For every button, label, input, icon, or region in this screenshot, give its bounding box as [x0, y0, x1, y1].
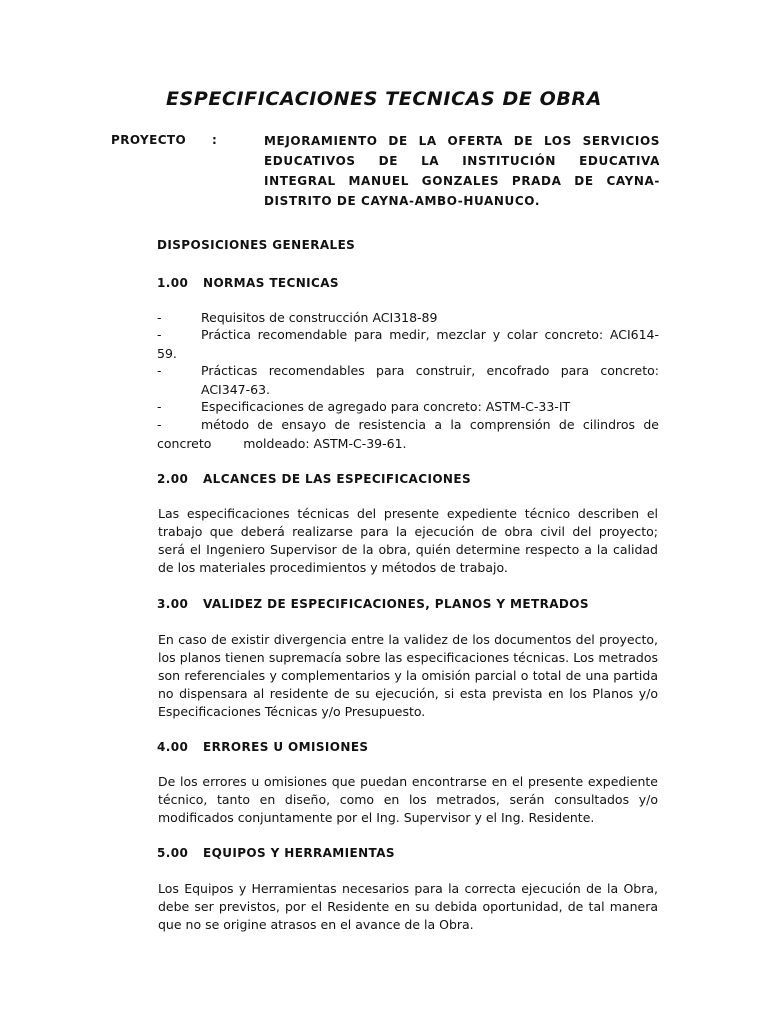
paragraph-line: no dispensara al residente de su ejecución, si esta prevista en los Planos y/o [158, 686, 658, 701]
bullet-dash: - [157, 310, 162, 325]
paragraph-line: modificados conjuntamente por el Ing. Supervisor y el Ing. Residente. [158, 810, 595, 825]
norma-item-1: Requisitos de construcción ACI318-89 [201, 310, 438, 325]
norma-item-5: método de ensayo de resistencia a la comprensión de cilindros de [201, 417, 659, 432]
bullet-dash: - [157, 399, 162, 414]
section-heading-1 [157, 276, 339, 290]
norma-item-2-cont: 59. [157, 346, 177, 361]
section-number: 3.00 [157, 597, 189, 611]
proyecto-description [264, 131, 660, 211]
section-title: EQUIPOS Y HERRAMIENTAS [203, 846, 395, 860]
paragraph-equipos [158, 880, 658, 934]
bullet-dash: - [157, 417, 162, 432]
document-title: ESPECIFICACIONES TECNICAS DE OBRA [166, 88, 602, 110]
proyecto-line: INTEGRAL MANUEL GONZALES PRADA DE CAYNA- [264, 174, 660, 188]
paragraph-line: En caso de existir divergencia entre la validez de los documentos del proyecto, [158, 632, 658, 647]
section-number: 5.00 [157, 846, 189, 860]
section-heading-5 [157, 846, 395, 860]
norma-item-3: Prácticas recomendables para construir, encofrado para concreto: [201, 363, 659, 378]
norma-item-4: Especificaciones de agregado para concreto: ASTM-C-33-IT [201, 399, 571, 414]
paragraph-line: técnico, tanto en diseño, como en los metrados, serán consultados y/o [158, 792, 658, 807]
norma-item-3-cont: ACI347-63. [201, 382, 270, 397]
section-number: 2.00 [157, 472, 189, 486]
norma-item-5-cont: concreto moldeado: ASTM-C-39-61. [157, 436, 407, 451]
paragraph-line: será el Ingeniero Supervisor de la obra, quién determine respecto a la calidad [158, 542, 658, 557]
section-title: ALCANCES DE LAS ESPECIFICACIONES [203, 472, 471, 486]
proyecto-label: PROYECTO [111, 133, 187, 147]
disposiciones-heading: DISPOSICIONES GENERALES [157, 238, 356, 252]
section-number: 4.00 [157, 740, 189, 754]
paragraph-alcances [158, 505, 658, 577]
paragraph-line: de los materiales procedimientos y métodos de trabajo. [158, 560, 508, 575]
paragraph-line: son referenciales y complementarios y la omisión parcial o total de una partida [158, 668, 658, 683]
proyecto-line: DISTRITO DE CAYNA-AMBO-HUANUCO. [264, 194, 540, 208]
section-heading-3 [157, 597, 589, 611]
proyecto-line: EDUCATIVOS DE LA INSTITUCIÓN EDUCATIVA [264, 154, 660, 168]
paragraph-line: Especificaciones Técnicas y/o Presupuesto. [158, 704, 426, 719]
section-number: 1.00 [157, 276, 189, 290]
paragraph-line: trabajo que deberá realizarse para la ejecución de obra civil del proyecto; [158, 524, 658, 539]
section-title: VALIDEZ DE ESPECIFICACIONES, PLANOS Y METRADOS [203, 597, 589, 611]
proyecto-colon: : [212, 133, 217, 147]
proyecto-line: MEJORAMIENTO DE LA OFERTA DE LOS SERVICIOS [264, 134, 660, 148]
section-title: ERRORES U OMISIONES [203, 740, 369, 754]
paragraph-line: Las especificaciones técnicas del presente expediente técnico describen el [158, 506, 658, 521]
norma-item-2: Práctica recomendable para medir, mezclar y colar concreto: ACI614- [201, 327, 659, 342]
bullet-dash: - [157, 363, 162, 378]
section-title: NORMAS TECNICAS [203, 276, 339, 290]
paragraph-line: De los errores u omisiones que puedan encontrarse en el presente expediente [158, 774, 658, 789]
section-heading-4 [157, 740, 368, 754]
paragraph-line: Los Equipos y Herramientas necesarios para la correcta ejecución de la Obra, [158, 881, 658, 896]
paragraph-line: que no se origine atrasos en el avance de la Obra. [158, 917, 474, 932]
paragraph-validez [158, 631, 658, 721]
paragraph-line: debe ser previstos, por el Residente en su debida oportunidad, de tal manera [158, 899, 658, 914]
paragraph-errores [158, 773, 658, 827]
bullet-dash: - [157, 327, 162, 342]
section-heading-2 [157, 472, 471, 486]
paragraph-line: los planos tienen supremacía sobre las especificaciones técnicas. Los metrados [158, 650, 658, 665]
